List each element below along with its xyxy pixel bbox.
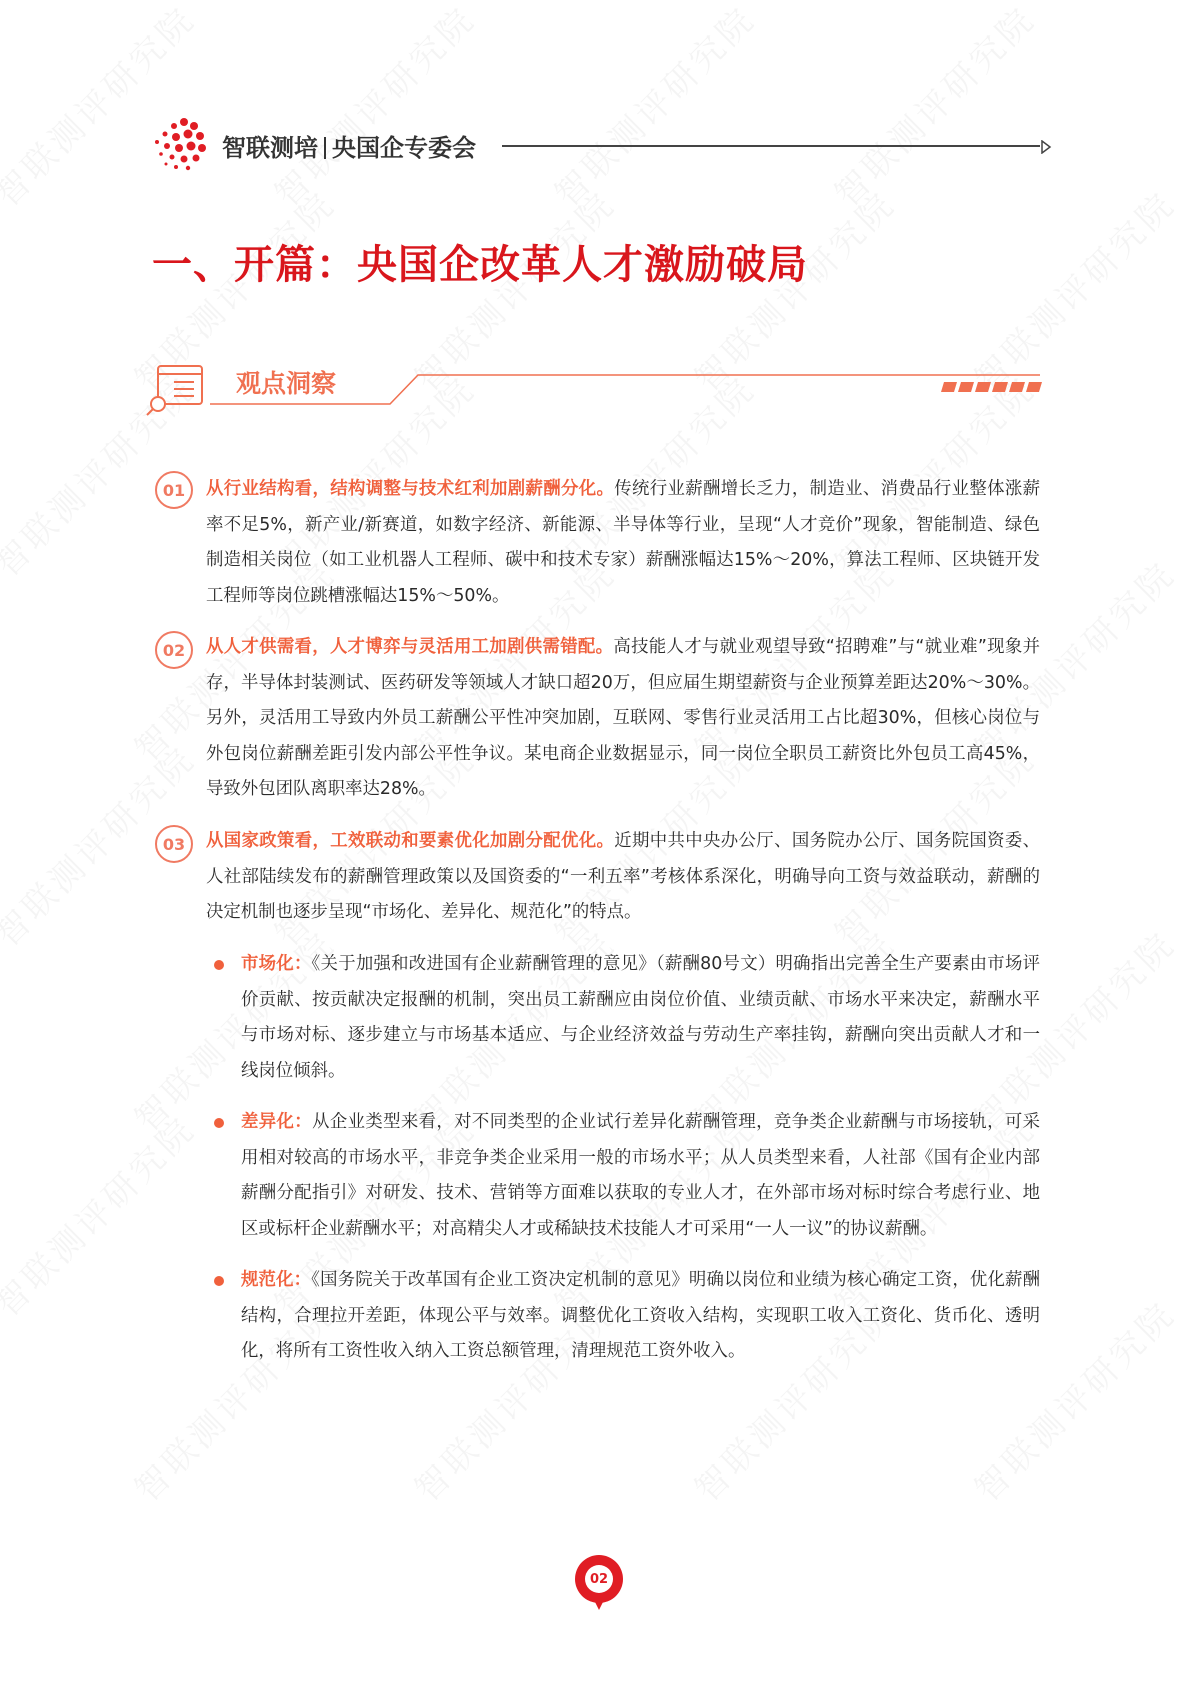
paragraph-body: 近期中共中央办公厅、国务院办公厅、国务院国资委、人社部陆续发布的薪酬管理政策以及国资委的“一利五率”考核体系深化，明确导向工资与效益联动，薪酬的决定机制也逐步呈现“市场化、差异化、规范化”的特点。 bbox=[206, 831, 1040, 922]
logo-icon bbox=[150, 112, 212, 174]
bullet-lead: 规范化： bbox=[241, 1270, 312, 1290]
header-divider bbox=[324, 137, 326, 159]
bullet-lead: 差异化： bbox=[241, 1112, 313, 1132]
paragraph-lead: 从行业结构看，结构调整与技术红利加剧薪酬分化。 bbox=[206, 479, 615, 499]
point-number-badge: 02 bbox=[155, 631, 193, 669]
bullet-dot-icon bbox=[214, 1118, 224, 1128]
paragraph-body: 传统行业薪酬增长乏力，制造业、消费品行业整体涨薪率不足5%，新产业/新赛道，如数字经济、新能源、半导体等行业，呈现“人才竞价”现象，智能制造、绿色制造相关岗位（如工业机器人工程师、碳中和技术专家）薪酬涨幅达15%～20%，算法工程师、区块链开发工程师等岗位跳槽涨幅达15%～50%。 bbox=[206, 479, 1040, 606]
bullet-item bbox=[241, 947, 1040, 1089]
header-brand bbox=[222, 128, 476, 163]
document-search-icon bbox=[144, 364, 206, 422]
insight-paragraph bbox=[206, 630, 1040, 808]
insight-paragraph bbox=[206, 472, 1040, 614]
watermark-text bbox=[542, 0, 765, 216]
header-rule bbox=[502, 145, 1040, 147]
section-rule bbox=[200, 370, 1045, 414]
bullet-dot-icon bbox=[214, 1276, 224, 1286]
committee-name: 央国企专委会 bbox=[332, 134, 476, 162]
watermark-text bbox=[962, 178, 1185, 401]
point-number-badge: 01 bbox=[155, 471, 193, 509]
point-number-badge: 03 bbox=[155, 825, 193, 863]
section-title: 观点洞察 bbox=[236, 369, 337, 398]
paragraph-lead: 从国家政策看，工效联动和要素优化加剧分配优化。 bbox=[206, 831, 615, 851]
page-title: 一、开篇：央国企改革人才激励破局 bbox=[152, 242, 808, 288]
bullet-item bbox=[241, 1263, 1040, 1370]
watermark-text bbox=[0, 0, 204, 216]
page-number: 02 bbox=[585, 1565, 613, 1593]
bullet-body: 《国务院关于改革国有企业工资决定机制的意见》明确以岗位和业绩为核心确定工资，优化薪酬结构，合理拉开差距，体现公平与效率。调整优化工资收入结构，实现职工收入工资化、货币化、透明化，将所有工资性收入纳入工资总额管理，清理规范工资外收入。 bbox=[241, 1270, 1040, 1361]
insight-paragraph bbox=[206, 824, 1040, 931]
watermark-text bbox=[0, 1103, 204, 1326]
page-number-badge bbox=[575, 1555, 623, 1603]
paragraph-lead: 从人才供需看，人才博弈与灵活用工加剧供需错配。 bbox=[206, 637, 614, 657]
watermark-text bbox=[262, 0, 485, 216]
brand-name: 智联测培 bbox=[222, 134, 318, 162]
triangle-arrow-icon bbox=[1040, 139, 1052, 158]
bullet-body: 从企业类型来看，对不同类型的企业试行差异化薪酬管理，竞争类企业薪酬与市场接轨，可采用相对较高的市场水平，非竞争类企业采用一般的市场水平；从人员类型来看，人社部《国有企业内部薪酬分配指引》对研发、技术、营销等方面难以获取的专业人才，在外部市场对标时综合考虑行业、地区或标杆企业薪酬水平；对高精尖人才或稀缺技术技能人才可采用“一人一议”的协议薪酬。 bbox=[241, 1112, 1040, 1239]
watermark-text bbox=[822, 0, 1045, 216]
paragraph-body: 高技能人才与就业观望导致“招聘难”与“就业难”现象并存，半导体封装测试、医药研发等领域人才缺口超20万，但应届生期望薪资与企业预算差距达20%～30%。另外，灵活用工导致内外员工薪酬公平性冲突加剧，互联网、零售行业灵活用工占比超30%，但核心岗位与外包岗位薪酬差距引发内部公平性争议。某电商企业数据显示，同一岗位全职员工薪资比外包员工高45%，导致外包团队离职率达28%。 bbox=[206, 637, 1040, 799]
bullet-body: 《关于加强和改进国有企业薪酬管理的意见》（薪酬80号文）明确指出完善全生产要素由市场评价贡献、按贡献决定报酬的机制，突出员工薪酬应由岗位价值、业绩贡献、市场水平来决定，薪酬水平与市场对标、逐步建立与市场基本适应、与企业经济效益与劳动生产率挂钩，薪酬向突出贡献人才和一线岗位倾斜。 bbox=[241, 954, 1040, 1081]
bullet-dot-icon bbox=[214, 960, 224, 970]
bullet-lead: 市场化： bbox=[241, 954, 312, 974]
bullet-item bbox=[241, 1105, 1040, 1247]
